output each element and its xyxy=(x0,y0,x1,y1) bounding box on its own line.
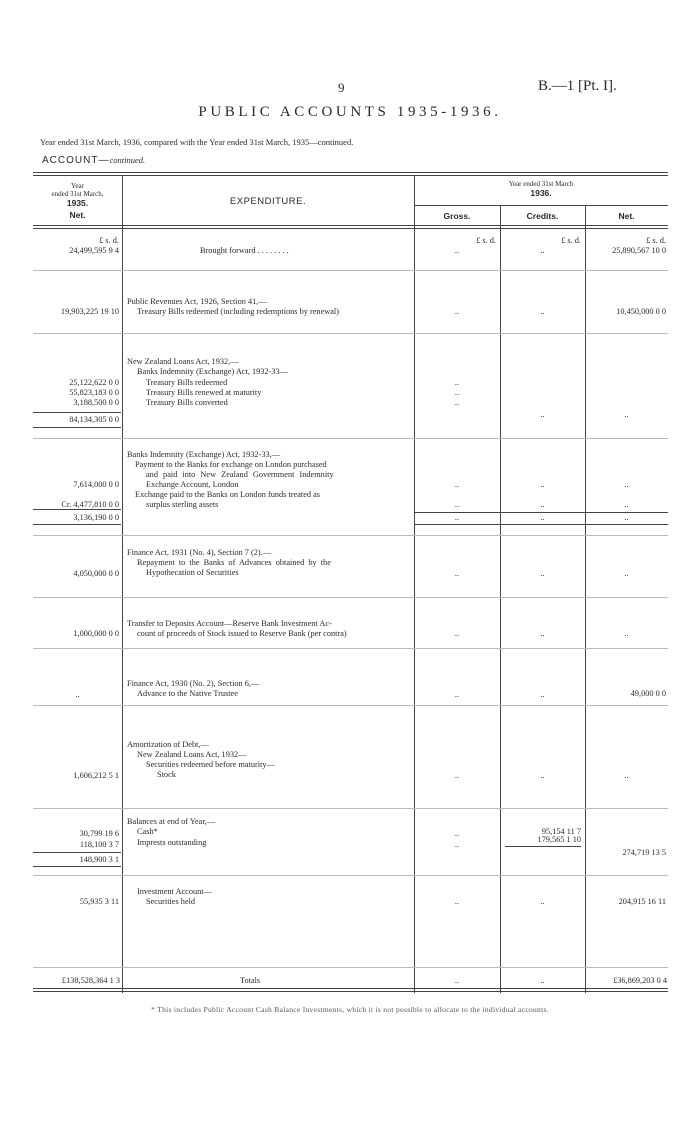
document-reference: B.—1 [Pt. I]. xyxy=(538,78,617,94)
row-label: surplus sterling assets xyxy=(146,500,219,509)
prev-total: £138,528,364 1 3 xyxy=(61,976,120,985)
col-gross: Gross. xyxy=(443,211,471,221)
net-value: 49,000 0 0 xyxy=(630,689,666,698)
footnote: * This includes Public Account Cash Balance Investments, which it is not possible to allocate to the individual accounts. xyxy=(151,1005,549,1014)
prev-value: 19,903,225 19 10 xyxy=(60,307,119,316)
net-value: .. xyxy=(624,569,629,578)
row-heading: Finance Act, 1930 (No. 2), Section 6,— xyxy=(127,679,260,688)
row-label: Treasury Bills renewed at maturity xyxy=(146,388,262,397)
prev-value: 1,606,212 5 1 xyxy=(73,771,119,780)
row-label: Repayment to the Banks of Advances obtained by the xyxy=(137,558,331,567)
col-expenditure: EXPENDITURE. xyxy=(229,196,307,207)
net-value: .. xyxy=(624,480,629,489)
row-label: Payment to the Banks for exchange on London purchased xyxy=(135,460,327,469)
prev-value: 25,122,622 0 0 xyxy=(69,378,119,387)
col-credits: Credits. xyxy=(526,211,559,221)
gross-value: .. xyxy=(454,897,460,906)
prev-value: 24,499,595 9 4 xyxy=(69,246,119,255)
totals-label: Totals xyxy=(240,976,261,985)
credits-value: .. xyxy=(540,629,545,638)
row-label: Exchange paid to the Banks on London funds treated as xyxy=(135,490,321,499)
row-label: Brought forward . . . . . . . . xyxy=(200,246,289,255)
credits-value: .. xyxy=(540,307,545,316)
row-heading: Finance Act, 1931 (No. 4), Section 7 (2).— xyxy=(127,548,272,557)
gross-value: .. xyxy=(454,840,460,849)
net-subtotal: .. xyxy=(624,513,629,522)
row-heading: Investment Account— xyxy=(137,887,212,896)
credits-value: 95,154 11 7 xyxy=(541,827,581,836)
prev-value: .. xyxy=(75,690,80,699)
gross-value: .. xyxy=(454,829,460,838)
credits-value: .. xyxy=(540,500,545,509)
credits-value: 179,565 1 10 xyxy=(537,835,581,844)
gross-value: .. xyxy=(454,629,460,638)
page-number: 9 xyxy=(338,80,345,95)
gross-value: .. xyxy=(454,690,460,699)
row-label: Treasury Bills redeemed (including redemptions by renewal) xyxy=(137,307,339,316)
credits-value: .. xyxy=(540,897,545,906)
credits-value: .. xyxy=(540,569,545,578)
row-label: Cash* xyxy=(137,827,158,836)
row-subheading: Securities redeemed before maturity— xyxy=(146,760,275,769)
gross-value: .. xyxy=(454,500,460,509)
page-title: PUBLIC ACCOUNTS 1935-1936. xyxy=(198,104,502,120)
page-subtitle: Year ended 31st March, 1936, compared with the Year ended 31st March, 1935—continued. xyxy=(40,137,354,147)
row-label: Advance to the Native Trustee xyxy=(137,689,238,698)
col-net: Net. xyxy=(618,211,635,221)
prev-value: 55,935 3 11 xyxy=(79,897,119,906)
gross-value: .. xyxy=(454,771,460,780)
gross-subtotal: .. xyxy=(454,513,460,522)
net-value: .. xyxy=(624,771,629,780)
account-label: ACCOUNT—continued. xyxy=(42,155,146,166)
col-prev-net: Net. xyxy=(69,210,86,220)
row-heading: Balances at end of Year,— xyxy=(127,817,216,826)
row-label: Transfer to Deposits Account—Reserve Bank Investment Ac- xyxy=(127,619,332,628)
gross-value: .. xyxy=(454,388,460,397)
credits-value: .. xyxy=(540,246,545,255)
row-label: Stock xyxy=(157,770,176,779)
prev-value: 4,050,000 0 0 xyxy=(73,569,119,578)
col-current-year: 1936. xyxy=(530,188,552,198)
col-prev-year: 1935. xyxy=(66,198,89,208)
account-continued: continued. xyxy=(109,155,146,165)
prev-value: Cr. 4,477,810 0 0 xyxy=(61,500,119,509)
net-value: .. xyxy=(624,500,629,509)
credits-total: .. xyxy=(540,976,545,985)
net-value: 25,890,567 10 0 xyxy=(612,246,666,255)
gross-total: .. xyxy=(454,976,460,985)
units-net: £ s. d. xyxy=(646,236,666,245)
row-subheading: New Zealand Loans Act, 1932— xyxy=(137,750,247,759)
row-label: Imprests outstanding xyxy=(137,838,207,847)
row-heading: New Zealand Loans Act, 1932,— xyxy=(127,357,239,366)
net-value: 204,915 16 11 xyxy=(618,897,666,906)
gross-value: .. xyxy=(454,307,460,316)
row-heading: Banks Indemnity (Exchange) Act, 1932-33,— xyxy=(127,450,280,459)
col-prev-year-label: Year xyxy=(71,182,84,190)
row-label: Treasury Bills converted xyxy=(146,398,228,407)
credits-value: .. xyxy=(540,410,545,419)
prev-value: 30,799 19 6 xyxy=(79,829,119,838)
net-value: .. xyxy=(624,629,629,638)
col-current-year-label: Year ended 31st March xyxy=(508,180,574,188)
net-value: .. xyxy=(624,410,629,419)
net-total: £36,869,203 0 4 xyxy=(613,976,667,985)
net-value: 10,450,000 0 0 xyxy=(616,307,666,316)
row-heading: Public Revenues Act, 1926, Section 41,— xyxy=(127,297,267,306)
row-heading: Amortization of Debt,— xyxy=(127,740,209,749)
row-label: Treasury Bills redeemed xyxy=(146,378,228,387)
prev-value: 3,188,500 0 0 xyxy=(73,398,119,407)
row-label: Exchange Account, London xyxy=(146,480,239,489)
row-label: count of proceeds of Stock issued to Reserve Bank (per contra) xyxy=(137,629,347,638)
gross-value: .. xyxy=(454,378,460,387)
units-prev: £ s. d. xyxy=(99,236,119,245)
credits-value: .. xyxy=(540,690,545,699)
prev-value: 55,823,183 0 0 xyxy=(69,388,119,397)
credits-value: .. xyxy=(540,771,545,780)
prev-subtotal: 148,900 3 1 xyxy=(79,855,119,864)
gross-value: .. xyxy=(454,246,460,255)
credits-subtotal: .. xyxy=(540,513,545,522)
prev-subtotal: 84,134,305 0 0 xyxy=(69,415,119,424)
row-subheading: Banks Indemnity (Exchange) Act, 1932-33— xyxy=(137,367,288,376)
prev-value: 1,000,000 0 0 xyxy=(73,629,119,638)
prev-value: 118,100 3 7 xyxy=(79,840,119,849)
prev-subtotal: 3,136,190 0 0 xyxy=(73,513,119,522)
credits-value: .. xyxy=(540,480,545,489)
row-label: Hypothecation of Securities xyxy=(146,568,239,577)
col-prev-year-date: ended 31st March, xyxy=(51,190,104,198)
net-value: 274,719 13 5 xyxy=(622,848,666,857)
row-label: and paid into New Zealand Government Indemnity xyxy=(146,470,334,479)
gross-value: .. xyxy=(454,569,460,578)
gross-value: .. xyxy=(454,480,460,489)
row-label: Securities held xyxy=(146,897,196,906)
prev-value: 7,614,000 0 0 xyxy=(73,480,119,489)
gross-value: .. xyxy=(454,398,460,407)
units-credits: £ s. d. xyxy=(561,236,581,245)
units-gross: £ s. d. xyxy=(476,236,496,245)
